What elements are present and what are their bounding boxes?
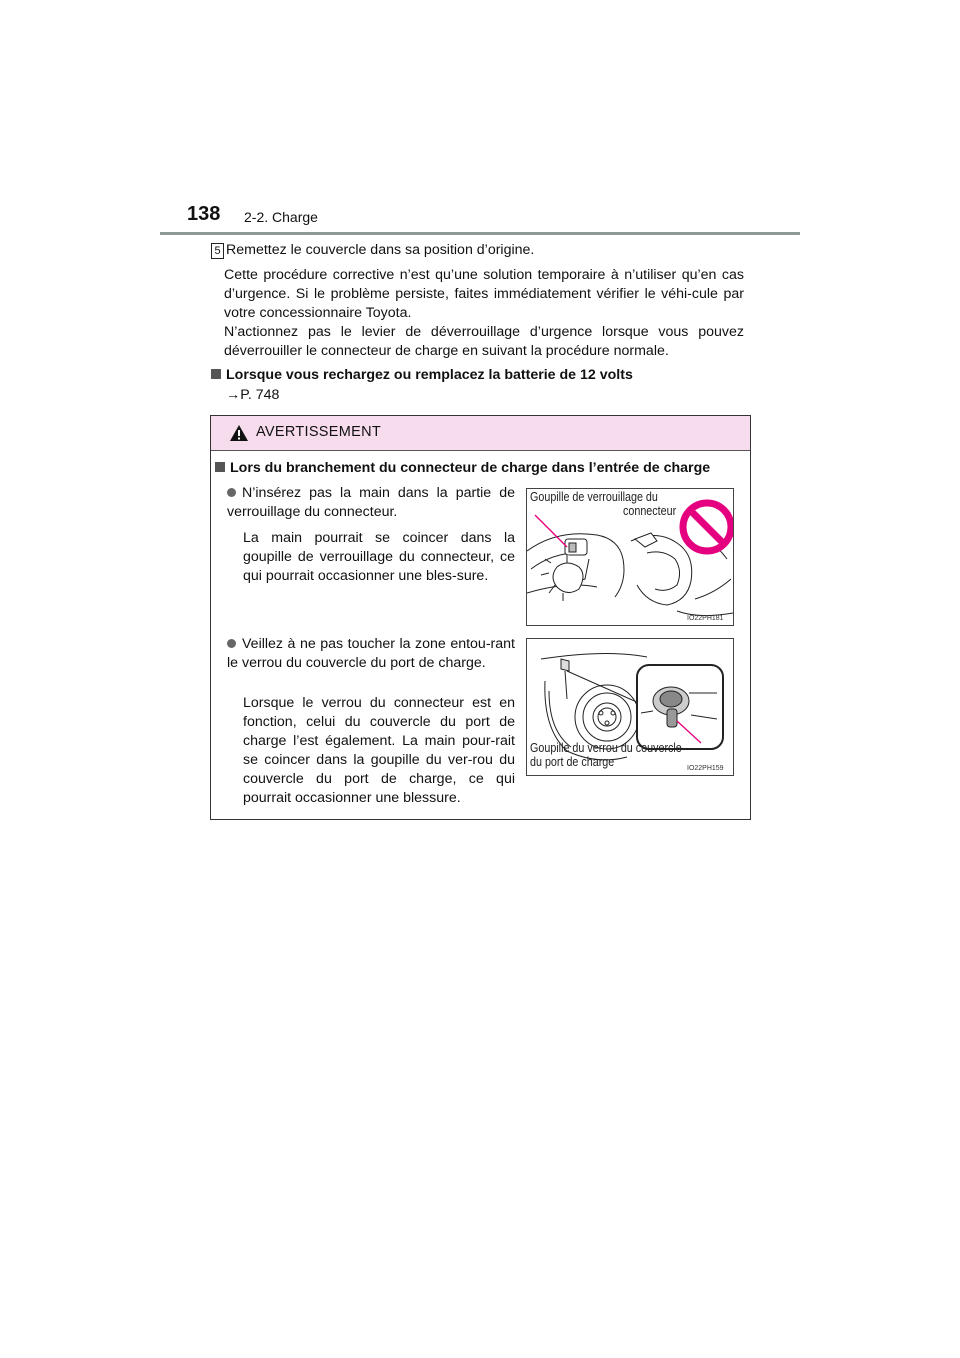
- warning-subheading-text: Lors du branchement du connecteur de charge dans l’entrée de charge: [230, 460, 711, 476]
- warning-item-2-text: Veillez à ne pas toucher la zone entou-rant le verrou du couvercle du port de charge.: [227, 636, 515, 671]
- paragraph-temporary-solution: Cette procédure corrective n’est qu’une solution temporaire à n’utiliser qu’en cas d’urgence. Si le problème persiste, faites immédiatement vérifier le véhi-cule par votre concessionnaire Toyota.: [224, 267, 744, 321]
- figure-2-label-line1: Goupille du verrou du couvercle: [530, 741, 682, 755]
- page-reference-link[interactable]: →P. 748: [226, 387, 280, 403]
- square-bullet-icon: [215, 462, 225, 472]
- square-bullet-icon: [211, 369, 221, 379]
- paragraph-emergency-lever: N’actionnez pas le levier de déverrouillage d’urgence lorsque vous pouvez déverrouiller le connecteur de charge en suivant la procédure normale.: [224, 324, 744, 359]
- section-title: 2-2. Charge: [244, 209, 318, 225]
- step-number-badge: 5: [211, 243, 224, 259]
- circle-bullet-icon: [227, 639, 236, 648]
- warning-item-2: [227, 635, 515, 673]
- warning-subheading: [215, 460, 710, 476]
- warning-box: [210, 415, 751, 820]
- circle-bullet-icon: [227, 488, 236, 497]
- warning-item-2-detail: Lorsque le verrou du connecteur est en fonction, celui du couvercle du port de charge l’est également. La main pour-rait se coincer dans la goupille du ver-rou du couvercle du port de charge, ce qui pourrait occasionner une blessure.: [243, 695, 515, 806]
- step-text: Remettez le couvercle dans sa position d’origine.: [226, 242, 535, 258]
- warning-triangle-icon: [229, 424, 249, 442]
- figure-1-label-line2: connecteur: [623, 504, 677, 518]
- figure-1-label-line1: Goupille de verrouillage du: [530, 490, 658, 504]
- charge-port-lid-lock-illustration: [526, 638, 734, 776]
- battery-section-heading: [211, 366, 633, 385]
- warning-header: [211, 416, 750, 451]
- figure-2-code: IO22PH159: [687, 765, 724, 772]
- warning-item-1: [227, 484, 515, 522]
- warning-item-1-text: N’insérez pas la main dans la partie de verrouillage du connecteur.: [227, 485, 515, 520]
- warning-title: AVERTISSEMENT: [256, 424, 382, 440]
- page-number: 138: [187, 203, 221, 225]
- connector-lock-pin-illustration: [526, 488, 734, 626]
- figure-1-code: IO22PH181: [687, 615, 724, 622]
- battery-heading-text: Lorsque vous rechargez ou remplacez la batterie de 12 volts: [226, 367, 633, 383]
- header-rule: [160, 232, 800, 235]
- warning-item-1-detail: La main pourrait se coincer dans la goupille de verrouillage du connecteur, ce qui pourrait occasionner une bles-sure.: [243, 530, 515, 584]
- figure-2-label-line2: du port de charge: [530, 755, 615, 769]
